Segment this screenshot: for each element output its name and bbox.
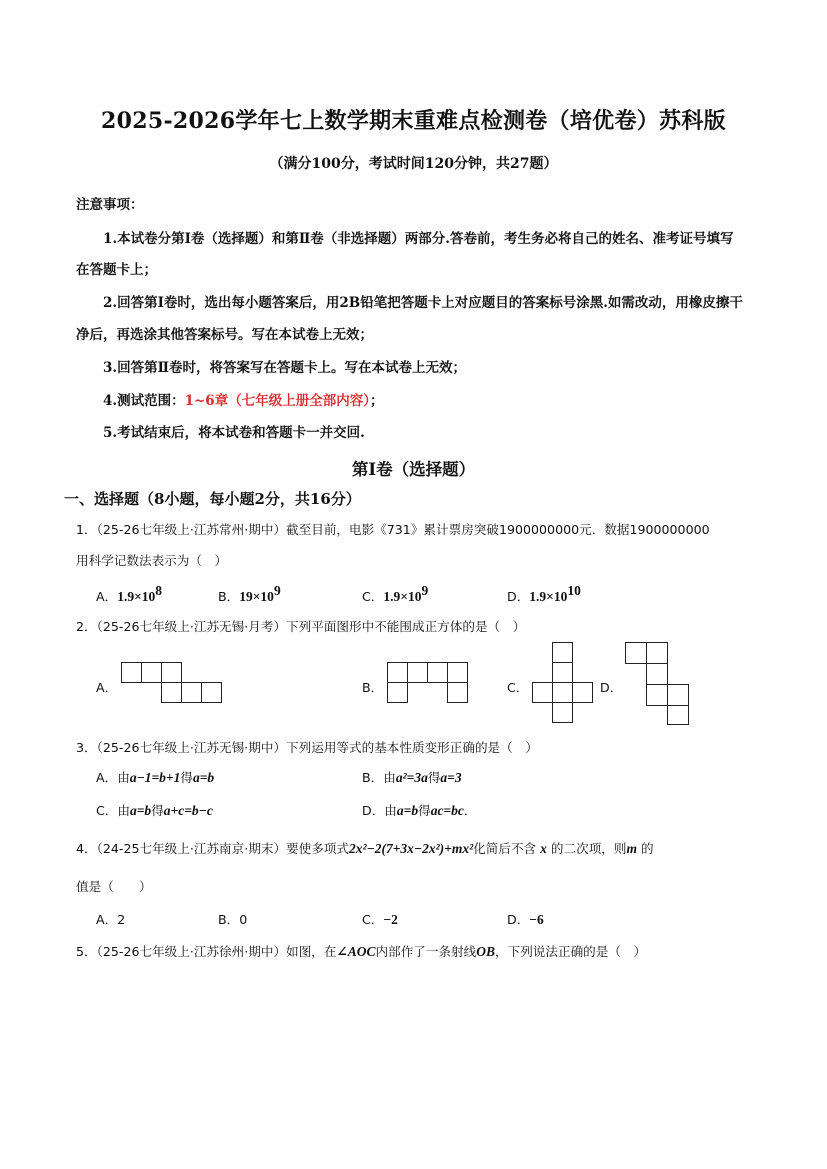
q3-option-c: C．由a=b得a+c=b−c: [96, 803, 213, 818]
notes-heading: 注意事项：: [76, 197, 144, 213]
q5-line-1: 5．（25-26七年级上·江苏徐州·期中）如图，在∠AOC内部作了一条射线OB，下列说法正确的是（ ）: [76, 944, 647, 959]
q2-option-c-label: C．: [507, 680, 529, 695]
q1-option-b: B．$19\times 10^9$: [218, 583, 281, 604]
q2-option-a-label: A．: [96, 680, 118, 695]
q2-net-d: [625, 642, 695, 726]
note-2-line-2: 净后，再选涂其他答案标号。写在本试卷上无效；: [76, 327, 373, 343]
q2-net-a: [121, 662, 223, 704]
q3-option-a: A．由a−1=b+1得a=b: [96, 770, 215, 785]
q1-line-2: 用科学记数法表示为（ ）: [76, 553, 228, 568]
note-1-line-1: 1.本试卷分第Ⅰ卷（选择题）和第Ⅱ卷（非选择题）两部分.答卷前，考生务必将自己的姓名、准考证号填写: [103, 231, 734, 247]
note-3: 3.回答第Ⅱ卷时，将答案写在答题卡上。写在本试卷上无效；: [103, 360, 466, 376]
q4-option-d: D．−6: [507, 912, 544, 927]
note-4: [103, 389, 383, 409]
q3-option-b: B．由a²=3a得a=3: [362, 770, 462, 785]
q3-line-1: 3．（25-26七年级上·江苏无锡·期中）下列运用等式的基本性质变形正确的是（ ）: [76, 740, 538, 755]
note-1-line-2: 在答题卡上；: [76, 262, 157, 278]
note-4-prefix: 4.测试范围：: [103, 393, 185, 409]
q4-polynomial: 2x²−2(7+3x−2x²)+mx²: [349, 841, 474, 856]
q4-line-2: 值是（ ）: [76, 879, 152, 894]
q1-line-1: 1．（25-26七年级上·江苏常州·期中）截至目前，电影《731》累计票房突破1900000000元．数据1900000000: [76, 522, 710, 537]
note-4-range: 1~6章（七年级上册全部内容）: [184, 393, 370, 409]
exam-title: 2025-2026学年七上数学期末重难点检测卷（培优卷）苏科版: [101, 108, 726, 134]
section-title: 第Ⅰ卷（选择题）: [351, 460, 476, 479]
q2-net-b: [387, 662, 469, 704]
exam-subtitle: （满分100分，考试时间120分钟，共27题）: [269, 156, 558, 172]
q2-option-d-label: D．: [600, 680, 623, 695]
q4-option-a: A．2: [96, 912, 126, 927]
q1-option-a: A．$1.9\times 10^8$: [96, 583, 163, 604]
q4-option-b: B．0: [218, 912, 248, 927]
note-4-suffix: ；: [369, 393, 384, 409]
q1-option-d: D．$1.9\times 10^{10}$: [507, 583, 581, 604]
q4-option-c: C．−2: [362, 912, 398, 927]
q4-line-1: 4．（24-25七年级上·江苏南京·期末）要使多项式2x²−2(7+3x−2x²)+mx²化简后不含 x 的二次项，则m 的: [76, 841, 654, 856]
note-2-line-1: 2.回答第Ⅰ卷时，选出每小题答案后，用2B铅笔把答题卡上对应题目的答案标号涂黑.如需改动，用橡皮擦干: [103, 295, 743, 311]
part-title: 一、选择题（8小题，每小题2分，共16分）: [64, 490, 361, 508]
note-5: 5.考试结束后，将本试卷和答题卡一并交回.: [103, 425, 365, 441]
q3-option-d: D．由a=b得ac=bc．: [362, 803, 477, 818]
q2-line-1: 2．（25-26七年级上·江苏无锡·月考）下列平面图形中不能围成正方体的是（ ）: [76, 619, 526, 634]
q2-option-b-label: B．: [362, 680, 384, 695]
q1-option-c: C．$1.9\times 10^9$: [362, 583, 429, 604]
